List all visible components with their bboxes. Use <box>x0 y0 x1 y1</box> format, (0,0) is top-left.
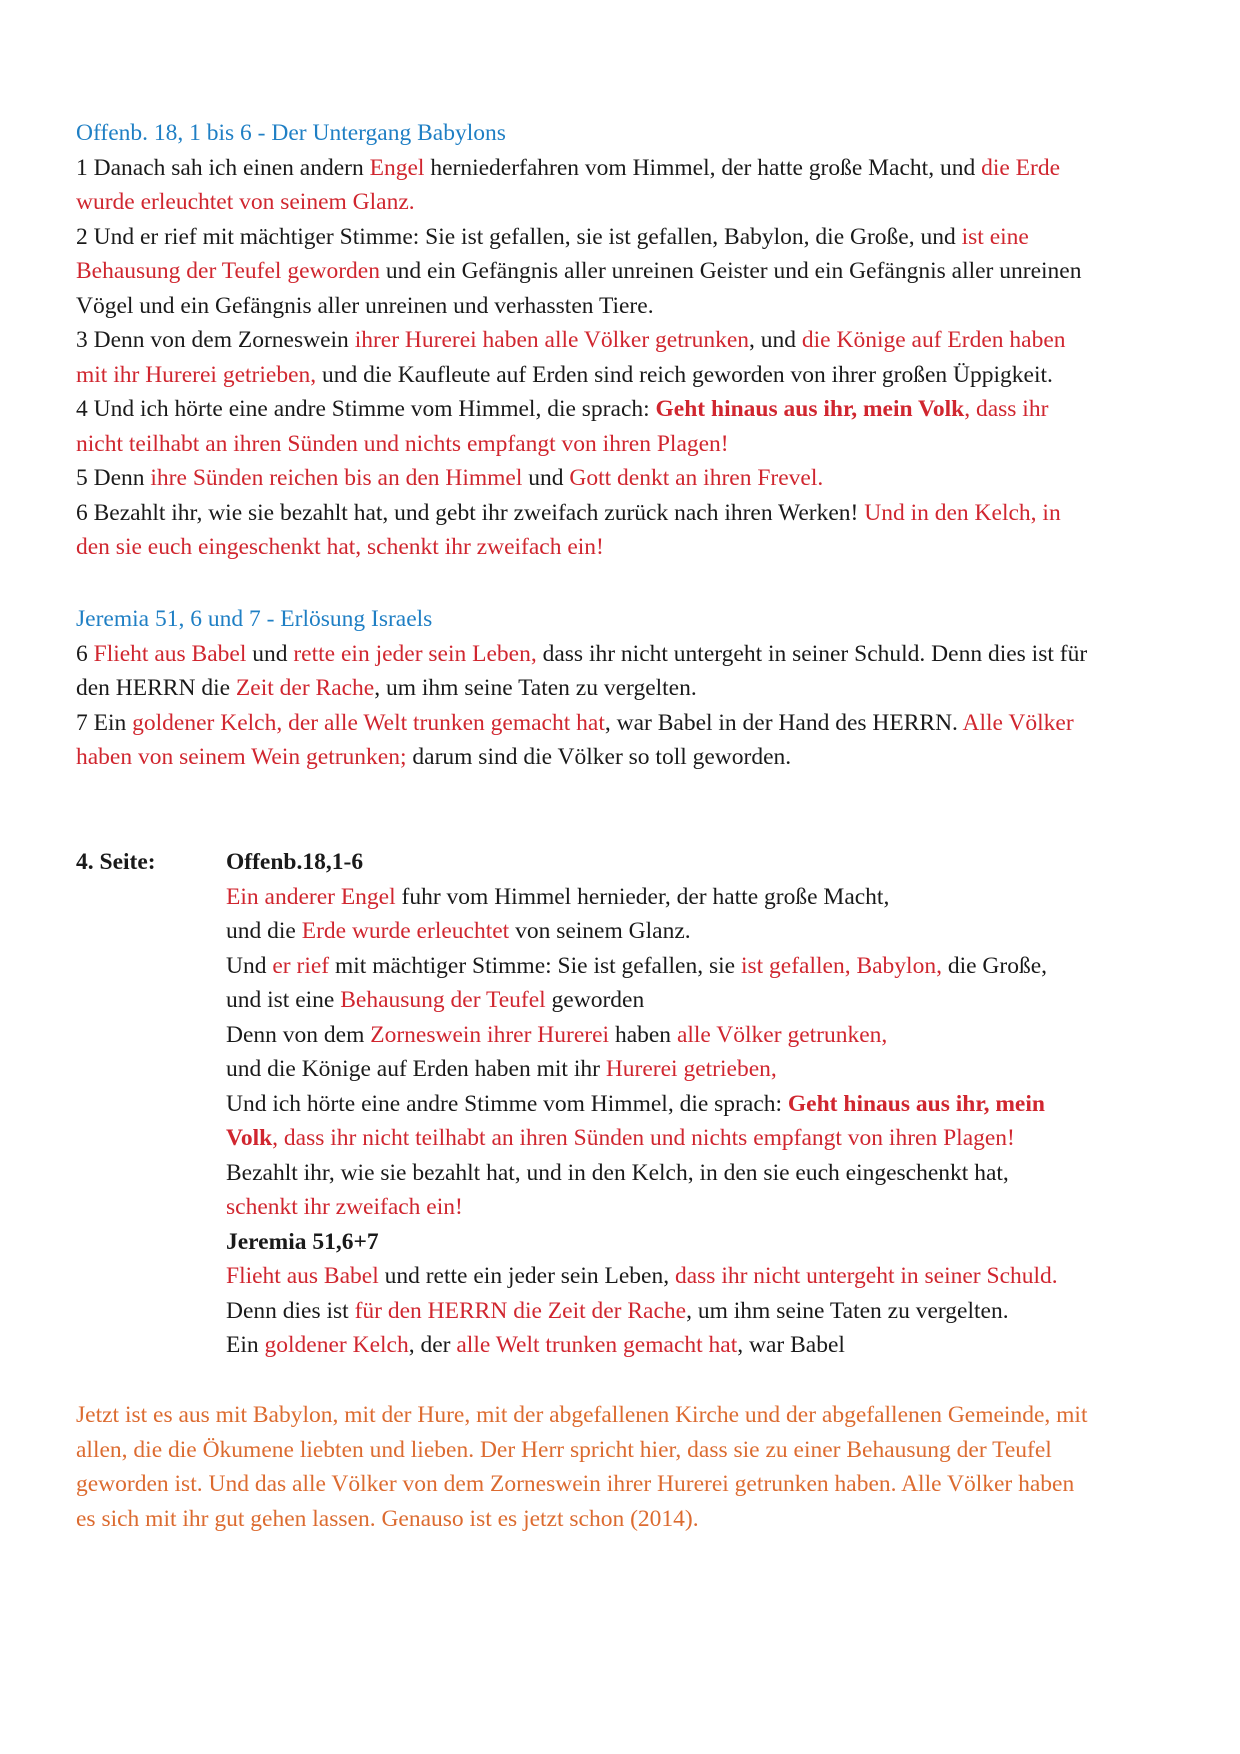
text-segment: und rette ein jeder sein Leben, <box>378 1263 675 1289</box>
section-seite-4 <box>76 845 1176 1363</box>
text-segment: Und in den Kelch, in <box>864 499 1061 526</box>
text-line <box>76 637 1176 672</box>
text-segment: goldener Kelch, der alle Welt trunken gemacht hat <box>132 709 605 736</box>
text-segment: die Könige auf Erden haben <box>801 327 1066 353</box>
text-line <box>226 1259 1176 1294</box>
text-line <box>76 1502 1176 1537</box>
text-segment: 1 Danach sah ich einen andern <box>76 154 370 181</box>
text-segment: wurde erleuchtet von seinem Glanz. <box>76 189 415 215</box>
text-segment: Zeit der Rache <box>235 675 375 701</box>
text-line <box>76 254 1176 289</box>
text-segment: die Erde <box>981 154 1061 181</box>
text-segment: Alle Völker <box>962 709 1074 736</box>
text-segment: allen, die die Ökumene liebten und lieben. Der Herr spricht hier, dass sie zu einer Behausung der Teufel <box>76 1436 1052 1463</box>
text-line <box>76 151 1176 186</box>
text-segment: Ein <box>226 1332 265 1358</box>
text-line <box>226 1087 1176 1122</box>
text-segment: die Große, <box>941 952 1048 979</box>
text-segment: ihre Sünden reichen bis an den Himmel <box>150 465 523 491</box>
text-segment: Hurerei getrieben, <box>605 1056 777 1082</box>
text-line <box>76 496 1176 531</box>
text-segment: und <box>246 640 294 667</box>
commentary-lines <box>76 1398 1176 1536</box>
text-segment: , um ihm seine Taten zu vergelten. <box>374 675 697 701</box>
section-jeremia <box>76 602 1176 775</box>
text-segment: 2 Und er rief mit mächtiger Stimme: Sie ist gefallen, sie ist gefallen, Babylon, die Große, und <box>76 223 962 250</box>
text-segment: Denn von dem <box>226 1021 371 1048</box>
text-segment: ist gefallen, Babylon, <box>740 952 942 979</box>
text-segment: mit mächtiger Stimme: Sie ist gefallen, sie <box>329 952 741 979</box>
text-line <box>226 1328 1176 1363</box>
text-line <box>76 289 1176 324</box>
text-segment: mit ihr Hurerei getrieben, <box>76 361 317 388</box>
text-segment: Behausung der Teufel <box>340 987 546 1013</box>
page-label: 4. Seite: <box>76 849 156 875</box>
text-segment: Jetzt ist es aus mit Babylon, mit der Hure, mit der abgefallenen Kirche und der abgefallenen Gemeinde, mit <box>76 1402 1088 1428</box>
text-segment: den sie euch eingeschenkt hat, schenkt ihr zweifach ein! <box>76 534 604 560</box>
text-segment: Bezahlt ihr, wie sie bezahlt hat, und in den Kelch, in den sie euch eingeschenkt hat, <box>226 1159 1009 1186</box>
text-line <box>76 220 1176 255</box>
text-segment: den HERRN die <box>76 675 236 701</box>
text-segment: Und <box>226 952 273 979</box>
text-line <box>76 1467 1176 1502</box>
text-segment: , dass ihr <box>964 396 1049 422</box>
text-segment: goldener Kelch <box>264 1332 409 1358</box>
text-segment: 5 Denn <box>76 465 151 491</box>
text-segment: 3 Denn von dem Zorneswein <box>76 327 355 353</box>
text-segment: ihrer Hurerei haben alle Völker getrunken <box>354 327 750 353</box>
text-segment: geworden <box>545 987 645 1013</box>
text-segment: und ein Gefängnis aller unreinen Geister und ein Gefängnis aller unreinen <box>379 258 1082 284</box>
section-heading: Jeremia 51, 6 und 7 - Erlösung Israels <box>76 606 433 632</box>
verse-lines <box>76 637 1176 775</box>
text-segment: und die Kaufleute auf Erden sind reich geworden von ihrer großen Üppigkeit. <box>316 361 1053 388</box>
text-line <box>226 1190 1176 1225</box>
text-segment: haben von seinem Wein getrunken; <box>76 744 407 770</box>
text-line <box>76 427 1176 462</box>
text-line <box>76 461 1176 496</box>
text-segment: und <box>522 465 570 491</box>
text-line <box>76 706 1176 741</box>
text-segment: , dass ihr nicht teilhabt an ihren Sünden und nichts empfangt von ihren Plagen! <box>272 1125 1015 1151</box>
text-segment: Flieht aus Babel <box>226 1263 379 1289</box>
text-segment: dass ihr nicht untergeht in seiner Schuld. Denn dies ist für <box>536 640 1088 667</box>
text-segment: Offenb.18,1-6 <box>226 849 364 875</box>
text-line <box>226 1225 1176 1260</box>
text-segment: schenkt ihr zweifach ein! <box>226 1194 463 1220</box>
text-segment: er rief <box>272 952 330 979</box>
text-segment: Ein anderer Engel <box>226 883 396 910</box>
text-segment: Behausung der Teufel geworden <box>76 258 380 284</box>
text-line <box>226 1052 1176 1087</box>
text-line <box>76 1433 1176 1468</box>
text-segment: es sich mit ihr gut gehen lassen. Genauso ist es jetzt schon (2014). <box>76 1505 699 1532</box>
text-line <box>226 1121 1176 1156</box>
text-segment: Volk <box>226 1125 273 1151</box>
summary-lines <box>76 845 1176 1363</box>
text-segment: haben <box>609 1021 677 1048</box>
text-segment: geworden ist. Und das alle Völker von dem Zorneswein ihrer Hurerei getrunken haben. Alle Völker haben <box>76 1471 1075 1497</box>
text-segment: fuhr vom Himmel hernieder, der hatte große Macht, <box>395 883 890 910</box>
text-line <box>226 983 1176 1018</box>
text-segment: , um ihm seine Taten zu vergelten. <box>686 1297 1009 1324</box>
text-line <box>76 392 1176 427</box>
text-segment: von seinem Glanz. <box>509 918 691 944</box>
text-segment: Erde wurde erleuchtet <box>301 918 510 944</box>
text-line <box>226 1294 1176 1329</box>
text-line <box>226 1156 1176 1191</box>
text-segment: nicht teilhabt an ihren Sünden und nichts empfangt von ihren Plagen! <box>76 430 729 457</box>
text-segment: 4 Und ich hörte eine andre Stimme vom Himmel, die sprach: <box>76 396 656 422</box>
text-segment: Zorneswein ihrer Hurerei <box>370 1021 610 1048</box>
text-line <box>76 740 1176 775</box>
text-line <box>76 530 1176 565</box>
text-line <box>226 880 1176 915</box>
section-offenbarung <box>76 116 1176 565</box>
text-segment: rette ein jeder sein Leben, <box>293 640 537 667</box>
text-line <box>226 1018 1176 1053</box>
text-line <box>226 949 1176 984</box>
text-segment: Gott denkt an ihren Frevel. <box>569 465 824 491</box>
text-segment: Geht hinaus aus ihr, mein <box>787 1090 1045 1117</box>
text-line <box>76 671 1176 706</box>
verse-lines <box>76 151 1176 565</box>
commentary <box>76 1398 1176 1536</box>
text-segment: alle Völker getrunken, <box>676 1021 888 1048</box>
text-segment: und ist eine <box>226 987 341 1013</box>
text-line <box>76 185 1176 220</box>
text-segment: herniederfahren vom Himmel, der hatte große Macht, und <box>424 154 982 181</box>
text-line <box>226 845 1176 880</box>
text-segment: Geht hinaus aus ihr, mein Volk <box>655 396 965 422</box>
text-segment: , und <box>749 327 802 353</box>
text-line <box>76 358 1176 393</box>
text-segment: alle Welt trunken gemacht hat <box>456 1332 738 1358</box>
text-segment: Flieht aus Babel <box>93 640 247 667</box>
text-segment: , der <box>408 1332 457 1358</box>
text-segment: darum sind die Völker so toll geworden. <box>406 744 792 770</box>
text-segment: ist eine <box>961 223 1029 250</box>
text-segment: dass ihr nicht untergeht in seiner Schuld. <box>674 1263 1058 1289</box>
section-heading: Offenb. 18, 1 bis 6 - Der Untergang Babylons <box>76 120 506 146</box>
text-segment: , war Babel <box>737 1332 845 1358</box>
text-segment: Denn dies ist <box>226 1297 355 1324</box>
text-segment: Und ich hörte eine andre Stimme vom Himmel, die sprach: <box>226 1090 788 1117</box>
text-segment: und die <box>226 918 302 944</box>
text-segment: 6 Bezahlt ihr, wie sie bezahlt hat, und gebt ihr zweifach zurück nach ihren Werken! <box>76 499 865 526</box>
text-segment: für den HERRN die Zeit der Rache <box>354 1297 687 1324</box>
text-segment: Engel <box>369 154 425 181</box>
text-segment: , war Babel in der Hand des HERRN. <box>604 709 963 736</box>
text-segment: 6 <box>76 640 94 667</box>
text-line <box>76 1398 1176 1433</box>
text-line <box>226 914 1176 949</box>
text-segment: Vögel und ein Gefängnis aller unreinen und verhassten Tiere. <box>76 292 654 319</box>
text-segment: 7 Ein <box>76 709 133 736</box>
text-segment: Jeremia 51,6+7 <box>226 1228 379 1255</box>
text-segment: und die Könige auf Erden haben mit ihr <box>226 1056 606 1082</box>
text-line <box>76 323 1176 358</box>
